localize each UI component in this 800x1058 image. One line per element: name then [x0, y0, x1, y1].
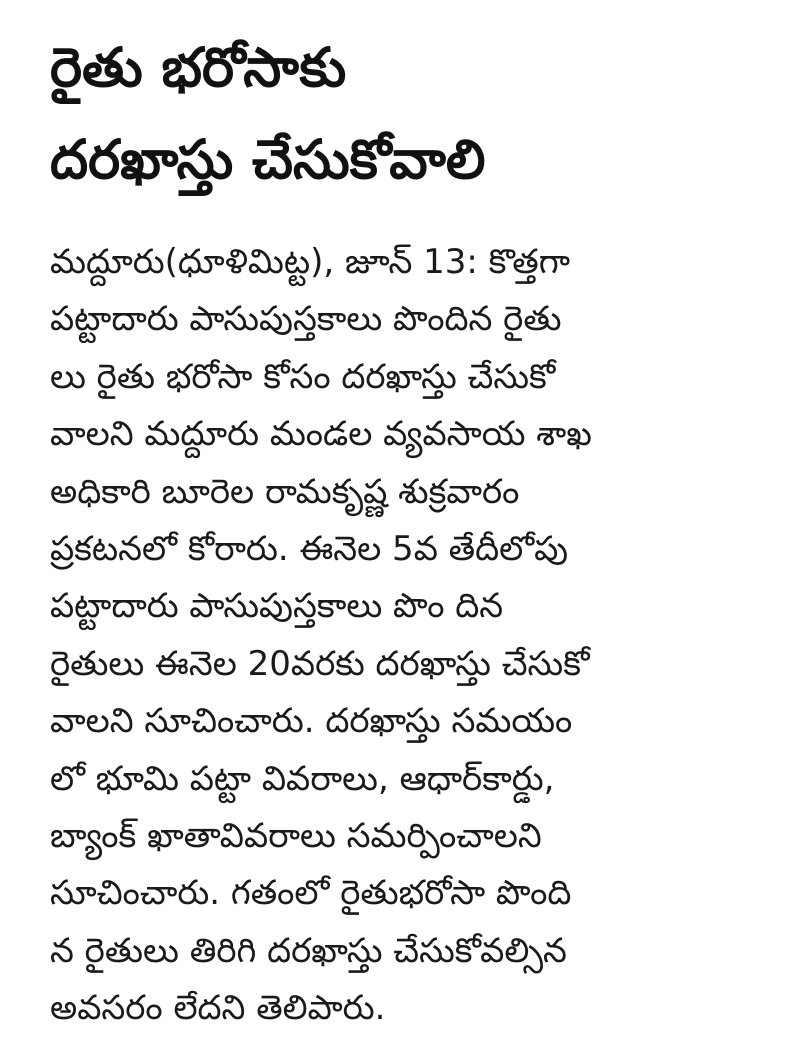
body-line-6: ప్రకటనలో కోరారు. ఈనెల 5వ తేదీలోపు: [50, 529, 569, 570]
body-line-8: రైతులు ఈనెల 20వరకు దరఖాస్తు చేసుకో: [50, 643, 590, 684]
article-body: [50, 234, 750, 1038]
body-line-12: సూచించారు. గతంలో రైతుభరోసా పొంది: [50, 873, 572, 914]
body-line-14: అవసరం లేదని తెలిపారు.: [50, 988, 386, 1029]
body-line-1: మద్దూరు(ధూళిమిట్ట), జూన్ 13: కొత్తగా: [50, 242, 571, 282]
body-line-13: న రైతులు తిరిగి దరఖాస్తు చేసుకోవల్సిన: [50, 930, 567, 971]
body-line-10: లో భూమి పట్టా వివరాలు, ఆధార్‌కార్డు,: [50, 758, 555, 799]
headline-line-1: రైతు భరోసాకు: [50, 36, 347, 99]
body-line-11: బ్యాంక్ ఖాతావివరాలు సమర్పించాలని: [50, 816, 542, 857]
body-line-3: లు రైతు భరోసా కోసం దరఖాస్తు చేసుకో: [50, 356, 556, 397]
body-line-4: వాలని మద్దూరు మండల వ్యవసాయ శాఖ: [50, 414, 592, 455]
headline-line-2: దరఖాస్తు చేసుకోవాలి: [50, 128, 486, 191]
body-line-9: వాలని సూచించారు. దరఖాస్తు సమయం: [50, 701, 573, 742]
article-headline: [50, 22, 770, 206]
body-line-7: పట్టాదారు పాసుపుస్తకాలు పొం దిన: [50, 586, 504, 627]
body-line-5: అధికారి బూరెల రామకృష్ణ శుక్రవారం: [50, 471, 520, 512]
body-line-2: పట్టాదారు పాసుపుస్తకాలు పొందిన రైతు: [50, 299, 562, 340]
